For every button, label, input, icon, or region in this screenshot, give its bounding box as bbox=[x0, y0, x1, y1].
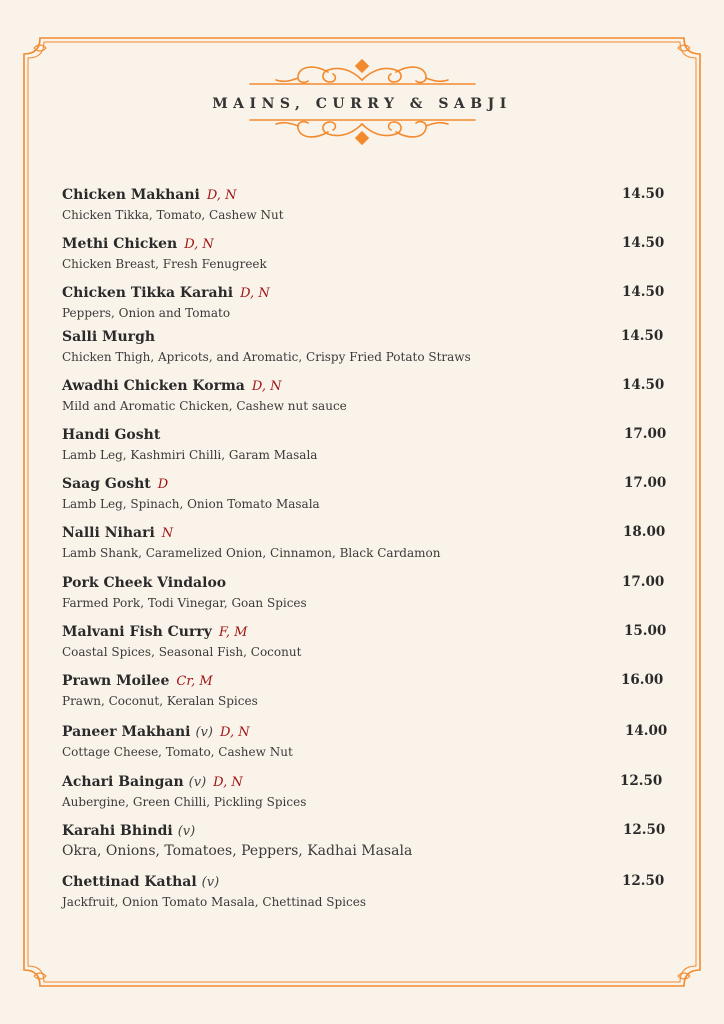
item-name: Chicken Tikka Karahi bbox=[62, 285, 234, 301]
allergen-codes: F, M bbox=[218, 625, 248, 640]
vegetarian-marker: (v) bbox=[188, 775, 207, 790]
allergen-codes: D, N bbox=[213, 775, 243, 790]
item-description: Mild and Aromatic Chicken, Cashew nut sauce bbox=[62, 399, 347, 413]
item-title-line bbox=[62, 183, 665, 205]
allergen-codes: D, N bbox=[251, 379, 282, 394]
item-name: Malvani Fish Curry bbox=[62, 624, 212, 640]
item-name: Pork Cheek Vindaloo bbox=[62, 575, 227, 591]
menu-item bbox=[62, 620, 667, 663]
allergen-codes: D, N bbox=[219, 725, 250, 740]
item-name: Awadhi Chicken Korma bbox=[62, 378, 245, 394]
item-title-line bbox=[62, 819, 666, 841]
menu-item bbox=[62, 325, 662, 368]
section-title: MAINS, CURRY & SABJI bbox=[212, 96, 512, 112]
item-price: 14.00 bbox=[625, 723, 668, 739]
item-price: 14.50 bbox=[621, 328, 664, 344]
allergen-codes: Cr, M bbox=[176, 674, 213, 689]
item-name: Paneer Makhani bbox=[62, 724, 191, 740]
item-name: Chicken Makhani bbox=[62, 187, 200, 203]
item-title-line bbox=[62, 870, 665, 892]
item-name: Salli Murgh bbox=[62, 329, 156, 345]
item-title-line bbox=[62, 232, 665, 254]
item-name: Prawn Moilee bbox=[62, 673, 170, 689]
item-price: 17.00 bbox=[624, 426, 667, 442]
menu-item bbox=[62, 819, 666, 862]
item-title-line bbox=[62, 571, 665, 593]
section-header bbox=[0, 52, 724, 162]
item-description: Okra, Onions, Tomatoes, Peppers, Kadhai Masala bbox=[62, 843, 413, 859]
menu-item bbox=[62, 232, 665, 275]
item-title-line bbox=[62, 325, 662, 347]
item-price: 12.50 bbox=[620, 773, 663, 789]
item-price: 17.00 bbox=[622, 574, 665, 590]
item-title-line bbox=[62, 374, 665, 396]
item-name: Chettinad Kathal bbox=[62, 874, 197, 890]
item-description: Coastal Spices, Seasonal Fish, Coconut bbox=[62, 645, 302, 659]
item-name: Handi Gosht bbox=[62, 427, 161, 443]
item-description: Prawn, Coconut, Keralan Spices bbox=[62, 694, 258, 708]
item-description: Lamb Leg, Kashmiri Chilli, Garam Masala bbox=[62, 448, 318, 462]
item-description: Cottage Cheese, Tomato, Cashew Nut bbox=[62, 745, 293, 759]
item-title-line bbox=[62, 669, 662, 691]
item-price: 17.00 bbox=[624, 475, 667, 491]
menu-item bbox=[62, 374, 665, 417]
allergen-codes: D, N bbox=[206, 188, 237, 203]
vegetarian-marker: (v) bbox=[195, 725, 213, 740]
allergen-codes: D, N bbox=[184, 237, 214, 252]
allergen-codes: D bbox=[157, 477, 169, 492]
item-price: 12.50 bbox=[622, 873, 665, 889]
menu-item bbox=[62, 571, 665, 614]
menu-item bbox=[62, 770, 662, 813]
menu-item bbox=[62, 720, 668, 763]
item-price: 14.50 bbox=[622, 186, 665, 202]
item-price: 14.50 bbox=[622, 284, 665, 300]
item-description: Farmed Pork, Todi Vinegar, Goan Spices bbox=[62, 596, 307, 610]
vegetarian-marker: (v) bbox=[177, 824, 196, 839]
item-name: Methi Chicken bbox=[62, 236, 178, 252]
menu-item bbox=[62, 472, 667, 515]
item-price: 14.50 bbox=[622, 235, 665, 251]
item-description: Jackfruit, Onion Tomato Masala, Chettinad Spices bbox=[62, 895, 366, 909]
item-title-line bbox=[62, 472, 667, 494]
item-name: Karahi Bhindi bbox=[62, 823, 173, 839]
allergen-codes: D, N bbox=[240, 286, 270, 301]
item-name: Saag Gosht bbox=[62, 476, 151, 492]
menu-item bbox=[62, 870, 665, 913]
item-title-line bbox=[62, 620, 667, 642]
item-description: Peppers, Onion and Tomato bbox=[62, 306, 231, 320]
allergen-codes: N bbox=[161, 526, 174, 541]
item-price: 16.00 bbox=[621, 672, 664, 688]
item-title-line bbox=[62, 770, 662, 792]
menu-item bbox=[62, 521, 666, 564]
menu-item bbox=[62, 423, 667, 466]
item-description: Lamb Shank, Caramelized Onion, Cinnamon, Black Cardamon bbox=[62, 546, 441, 560]
item-description: Chicken Thigh, Apricots, and Aromatic, Crispy Fried Potato Straws bbox=[62, 350, 471, 364]
item-price: 12.50 bbox=[623, 822, 666, 838]
item-description: Chicken Breast, Fresh Fenugreek bbox=[62, 257, 267, 271]
item-price: 18.00 bbox=[623, 524, 666, 540]
menu-item bbox=[62, 669, 662, 712]
menu-item bbox=[62, 183, 665, 226]
item-price: 14.50 bbox=[622, 377, 665, 393]
vegetarian-marker: (v) bbox=[201, 875, 220, 890]
item-title-line bbox=[62, 521, 666, 543]
item-description: Aubergine, Green Chilli, Pickling Spices bbox=[62, 795, 307, 809]
item-title-line bbox=[62, 720, 668, 742]
item-description: Chicken Tikka, Tomato, Cashew Nut bbox=[62, 208, 284, 222]
item-title-line bbox=[62, 423, 667, 445]
item-title-line bbox=[62, 281, 665, 303]
item-name: Achari Baingan bbox=[62, 774, 184, 790]
item-name: Nalli Nihari bbox=[62, 525, 155, 541]
item-description: Lamb Leg, Spinach, Onion Tomato Masala bbox=[62, 497, 320, 511]
item-price: 15.00 bbox=[624, 623, 667, 639]
menu-item bbox=[62, 281, 665, 324]
